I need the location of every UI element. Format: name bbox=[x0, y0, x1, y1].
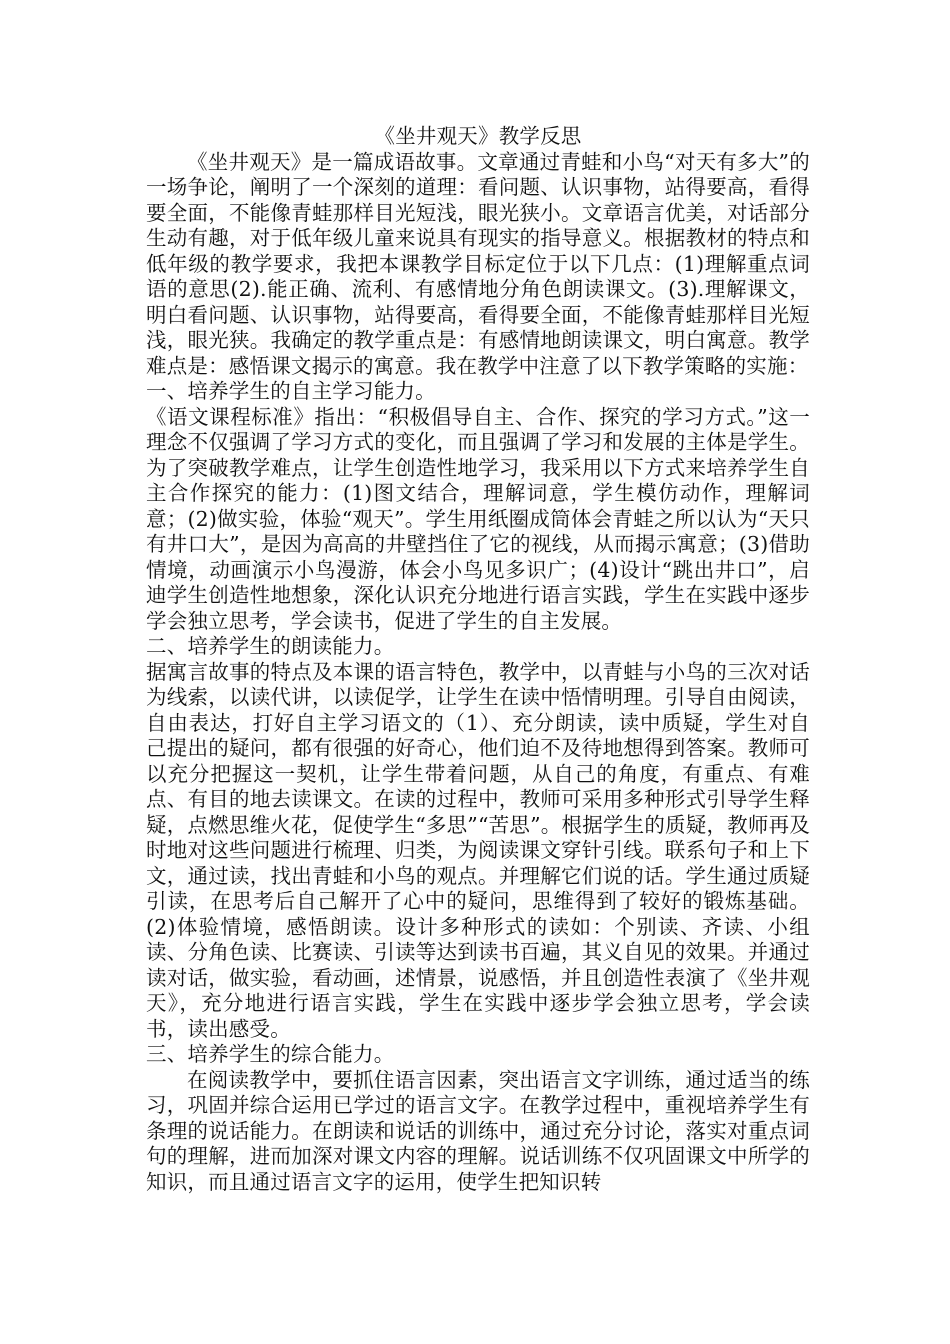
section-2-paragraph: 据寓言故事的特点及本课的语言特色，教学中，以青蛙与小鸟的三次对话为线索，以读代讲，以读促学，让学生在读中悟情明理。引导自由阅读，自由表达，打好自主学习语文的（1）、充分朗读，读中质疑，学生对自己提出的疑问，都有很强的好奇心，他们迫不及待地想得到答案。教师可以充分把握这一契机，让学生带着问题，从自己的角度，有重点、有难点、有目的地去读课文。在读的过程中，教师可采用多种形式引导学生释疑，点燃思维火花，促使学生“多思”“苦思”。根据学生的质疑，教师再及时地对这些问题进行梳理、归类，为阅读课文穿针引线。联系句子和上下文，通过读，找出青蛙和小鸟的观点。并理解它们说的话。学生通过质疑引读，在思考后自己解开了心中的疑问，思维得到了较好的锻炼基础。(2)体验情境，感悟朗读。设计多种形式的读如：个别读、齐读、小组读、分角色读、比赛读、引读等达到读书百遍，其义自见的效果。并通过读对话，做实验，看动画，述情景，说感悟，并且创造性表演了《坐井观天》，充分地进行语言实践，学生在实践中逐步学会独立思考，学会读书，读出感受。 bbox=[146, 659, 810, 1041]
section-3-paragraph: 在阅读教学中，要抓住语言因素，突出语言文字训练，通过适当的练习，巩固并综合运用已学过的语言文字。在教学过程中，重视培养学生有条理的说话能力。在朗读和说话的训练中，通过充分讨论，落实对重点词句的理解，进而加深对课文内容的理解。说话训练不仅巩固课文中所学的知识，而且通过语言文字的运用，使学生把知识转 bbox=[146, 1067, 810, 1194]
section-1-paragraph: 《语文课程标准》指出：“积极倡导自主、合作、探究的学习方式。”这一理念不仅强调了学习方式的变化，而且强调了学习和发展的主体是学生。为了突破教学难点，让学生创造性地学习，我采用以下方式来培养学生自主合作探究的能力：(1)图文结合，理解词意，学生模仿动作，理解词意；(2)做实验，体验“观天”。学生用纸圈成筒体会青蛙之所以认为“天只有井口大”，是因为高高的井壁挡住了它的视线，从而揭示寓意；(3)借助情境，动画演示小鸟漫游，体会小鸟见多识广；(4)设计“跳出井口”，启迪学生创造性地想象，深化认识充分地进行语言实践，学生在实践中逐步学会独立思考，学会读书，促进了学生的自主发展。 bbox=[146, 404, 810, 633]
document-title: 《坐井观天》教学反思 bbox=[374, 124, 582, 148]
section-2-heading: 二、培养学生的朗读能力。 bbox=[146, 634, 395, 658]
section-3-heading: 三、培养学生的综合能力。 bbox=[146, 1042, 395, 1066]
intro-paragraph: 《坐井观天》是一篇成语故事。文章通过青蛙和小鸟“对天有多大”的一场争论，阐明了一个深刻的道理：看问题、认识事物，站得要高，看得要全面，不能像青蛙那样目光短浅，眼光狭小。文章语言优美，对话部分生动有趣，对于低年级儿童来说具有现实的指导意义。根据教材的特点和低年级的教学要求，我把本课教学目标定位于以下几点：(1)理解重点词语的意思(2).能正确、流利、有感情地分角色朗读课文。(3).理解课文，明白看问题、认识事物，站得要高，看得要全面，不能像青蛙那样目光短浅，眼光狭。我确定的教学重点是：有感情地朗读课文，明白寓意。教学难点是：感悟课文揭示的寓意。我在教学中注意了以下教学策略的实施： bbox=[146, 149, 810, 378]
section-1-heading: 一、培养学生的自主学习能力。 bbox=[146, 379, 436, 403]
document-page bbox=[146, 124, 810, 1195]
